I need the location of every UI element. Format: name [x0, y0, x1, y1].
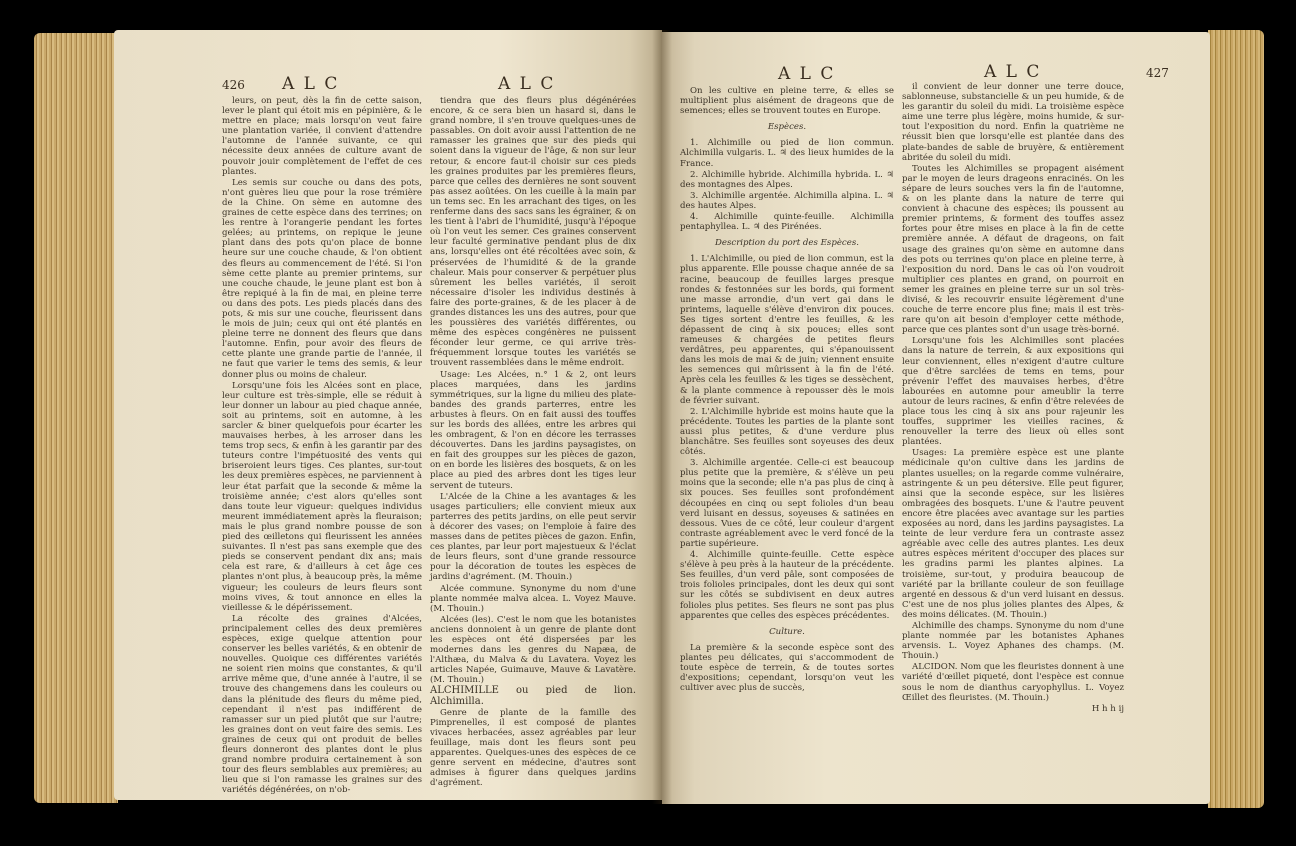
left-page-column-1 [222, 96, 422, 796]
paragraph: 1. L'Alchimille, ou pied de lion commun, est la plus apparente. Elle pousse chaque année de sa racine, beaucoup de feuilles larges presque rondes & festonnées sur les bords, qui forment une masse arrondie, d'un vert gai dans le printems, laquelle s'élève d'environ dix pouces. Ses tiges sortent d'entre les feuilles, & les dépassent de cinq à six pouces; elles sont rameuses & chargées de petites fleurs verdâtres, peu apparentes, qui s'épanouissent dans les mois de mai & de juin; viennent ensuite les semences qui mûrissent à la fin de l'été. Après cela les feuilles & les tiges se dessèchent, & la plante commence à repousser dès le mois de février suivant. [680, 254, 894, 406]
paragraph: Les semis sur couche ou dans des pots, n'ont guères lieu que pour la rose trémière de la Chine. On sème en automne des graines de cette espèce dans des terrines; on les rentre à l'orangerie pendant les fortes gelées; au printems, on repique le jeune plant dans des pots qu'on place de bonne heure sur une couche chaude, & l'on obtient des fleurs au commencement de l'été. Si l'on sème cette plante au premier printems, sur une couche chaude, le jeune plant est bon à être repiqué à la fin de mai, en pleine terre ou dans des pots. Les pieds placés dans des pots, & mis sur une couche, fleurissent dans le mois de juin; ceux qui ont été plantés en pleine terre ne donnent des fleurs que dans l'automne. Enfin, pour avoir des fleurs de cette plante une grande partie de l'année, il ne faut que varier le tems des semis, & leur donner plus ou moins de chaleur. [222, 177, 422, 380]
paragraph: On les cultive en pleine terre, & elles se multiplient plus aisément de drageons que de semences; elles se trouvent toutes en Europe. [680, 86, 894, 117]
left-header-left: A L C [282, 74, 340, 94]
left-page-column-2 [430, 96, 636, 789]
entry-heading-alchimille: ALCHIMILLE ou pied de lion. Alchimilla. [430, 685, 636, 707]
paragraph: 4. Alchimille quinte-feuille. Cette espèce s'élève à peu près à la hauteur de la précédente. Ses feuilles, d'un verd pâle, sont composées de trois folioles principales, dont les deux qui sont sur les côtés se subdivisent en deux autres folioles plus petites. Ses fleurs ne sont pas plus apparentes que celles des espèces précédentes. [680, 550, 894, 621]
paragraph: Alchimille des champs. Synonyme du nom d'une plante nommée par les botanistes Aphanes arvensis. L. Voyez Aphanes des champs. (M. Thouin.) [902, 620, 1124, 662]
right-page-column-1 [680, 86, 894, 694]
left-page-edges [34, 33, 118, 803]
paragraph: Usage: Les Alcées, n.° 1 & 2, ont leurs places marquées, dans les jardins symmétriques, sur la ligne du milieu des plate-bandes des grands parterres, entre les arbustes à fleurs. On en fait aussi des touffes sur les bords des allées, entre les arbres qui les ombragent, & l'on en décore les terrasses découvertes. Dans les jardins paysagistes, on en fait des grouppes sur les pièces de gazon, on en borde les lisières des bosquets, & on les place au pied des arbres dont les tiges leur servent de tuteurs. [430, 369, 636, 491]
paragraph: Toutes les Alchimilles se propagent aisément par le moyen de leurs drageons enracinés. On les sépare de leurs souches vers la fin de l'automne, & on les plante dans la nature de terre qui convient à chacune des espèces; ils poussent au premier printems, & forment des touffes assez fortes pour être mises en place à la fin de cette première année. A défaut de drageons, on fait usage des graines qu'on sème en automne dans des pots ou terrines qu'on place en pleine terre, à l'exposition du nord. Dans le cas où l'on voudroit multiplier ces plantes en grand, on pourroit en semer les graines en pleine terre sur un sol très-divisé, & les recouvrir ensuite légèrement d'une couche de terre encore plus fine; mais il est très-rare qu'on ait besoin d'employer cette méthode, parce que ces plantes sont d'un usage très-borné. [902, 163, 1124, 336]
paragraph: Alcées (les). C'est le nom que les botanistes anciens donnoient à un genre de plante dont les espèces ont été dispersées par les modernes dans les genres du Napæa, de l'Althæa, du Malva & du Lavatera. Voyez les articles Napée, Guimauve, Mauve & Lavatère. (M. Thouin.) [430, 614, 636, 686]
section-heading-culture: Culture. [769, 626, 805, 637]
right-page-edges [1208, 30, 1264, 808]
right-header-right: A L C [984, 62, 1042, 82]
paragraph: Usages: La première espèce est une plante médicinale qu'on cultive dans les jardins de plantes usuelles; on la regarde comme vulnéraire, astringente & un peu détersive. Elle peut figurer, ainsi que la seconde espèce, sur les lisières ombragées des bosquets. L'une & l'autre peuvent encore être placées avec avantage sur les parties exposées au nord, dans les jardins paysagistes. La teinte de leur verdure fera un contraste assez agréable avec celle des autres plantes. Les deux autres espèces méritent d'occuper des places sur les gradins parmi les plantes alpines. La troisième, sur-tout, y produira beaucoup de variété par la brillante couleur de son feuillage argenté en dessous & d'un verd luisant en dessus. C'est une de nos plus jolies plantes des Alpes, & des moins délicates. (M. Thouin.) [902, 448, 1124, 620]
paragraph: Lorsqu'une fois les Alcées sont en place, leur culture est très-simple, elle se réduit à leur donner un labour au pied chaque année, soit au printems, soit en automne, à les sarcler & biner quelquefois pour écarter les mauvaises herbes, à les arroser dans les tems trop secs, & enfin à les garantir par des tuteurs contre l'impétuosité des vents qui briseroient leurs tiges. Ces plantes, sur-tout les deux premières espèces, ne parviennent à leur état parfait que la seconde & même la troisième année; c'est alors qu'elles sont dans toute leur vigueur: quelques individus meurent immédiatement après la fleuraison; mais le plus grand nombre pousse de son pied des œilletons qui fleurissent les années suivantes. Il n'est pas sans exemple que des pieds se conservent pendant dix ans; mais cela est rare, & d'ailleurs à cet âge ces plantes n'ont plus, à beaucoup près, la même vigueur; les couleurs de leurs fleurs sont moins vives, & tout annonce en elles la vieillesse & le dépérissement. [222, 380, 422, 613]
paragraph: 2. Alchimille hybride. Alchimilla hybrida. L. ♃ des montagnes des Alpes. [680, 169, 894, 190]
right-page-number: 427 [1146, 66, 1169, 80]
section-heading-description: Description du port des Espèces. [715, 238, 859, 249]
paragraph: Alcée commune. Synonyme du nom d'une plante nommée malva alcea. L. Voyez Mauve. (M. Thouin.) [430, 583, 636, 614]
paragraph: Genre de plante de la famille des Pimprenelles, il est composé de plantes vivaces herbacées, assez agréables par leur feuillage, mais dont les fleurs sont peu apparentes. Quelques-unes des espèces de ce genre servent en médecine, d'autres sont admises à figurer dans quelques jardins d'agrément. [430, 707, 636, 789]
left-page-number: 426 [222, 78, 245, 92]
right-page-column-2 [902, 82, 1124, 714]
paragraph: 3. Alchimille argentée. Alchimilla alpina. L. ♃ des hautes Alpes. [680, 190, 894, 211]
paragraph: 1. Alchimille ou pied de lion commun. Alchimilla vulgaris. L. ♃ des lieux humides de la France. [680, 138, 894, 169]
left-header-right: A L C [498, 74, 556, 94]
signature-mark: H h h ij [1091, 703, 1124, 714]
section-heading-especes: Espèces. [767, 122, 807, 133]
paragraph: 2. L'Alchimille hybride est moins haute que la précédente. Toutes les parties de la plante sont aussi plus petites, & d'une verdure plus blanchâtre. Ses feuilles sont soyeuses des deux côtés. [680, 406, 894, 458]
paragraph: tiendra que des fleurs plus dégénérées encore, & ce sera bien un hasard si, dans le grand nombre, il s'en trouve quelques-unes de passables. On doit avoir aussi l'attention de ne ramasser les graines que sur des pieds qui soient dans la vigueur de l'âge, & non sur leur retour, & encore faut-il choisir sur ces pieds les graines produites par les premières fleurs, parce que celles des dernières ne sont souvent pas assez aoûtées. On les cueille à la main par un tems sec. En les arrachant des tiges, on les renferme dans des sacs sans les égrainer, & on les tient à l'abri de l'humidité, jusqu'à l'époque où l'on veut les semer. Ces graines conservent leur faculté germinative pendant plus de dix ans, lorsqu'elles ont été récoltées avec soin, & préservées de l'humidité & de la grande chaleur. Mais pour conserver & perpétuer plus sûrement les belles variétés, il seroit nécessaire d'isoler les individus destinés à faire des porte-graines, & de les placer à de grandes distances les uns des autres, pour que les poussières des variétés différentes, ou même des espèces congénères ne puissent féconder leur germe, ce qui arrive très-fréquemment lorsque toutes les variétés se trouvent rassemblées dans le même endroit. [430, 96, 636, 369]
paragraph: La récolte des graines d'Alcées, principalement celles des deux premières espèces, exige quelque attention pour conserver les belles variétés, & en obtenir de nouvelles. Quoique ces différentes variétés ne soient rien moins que constantes, & qu'il arrive même que, d'une année à l'autre, il se trouve des changemens dans les couleurs ou dans la plénitude des fleurs du même pied, cependant il n'est pas indifférent de ramasser sur un pied plutôt que sur l'autre; les graines dont on veut faire des semis. Les graines de ceux qui ont produit de belles fleurs donneront des plantes dont le plus grand nombre produira certainement à son tour des fleurs semblables aux premières; au lieu que si l'on ramasse les graines sur des variétés dégénérées, on n'ob- [222, 613, 422, 796]
paragraph: ALCIDON. Nom que les fleuristes donnent à une variété d'œillet piqueté, dont l'espèce est connue sous le nom de dianthus caryophyllus. L. Voyez Œillet des fleuristes. (M. Thouin.) [902, 662, 1124, 703]
paragraph: 4. Alchimille quinte-feuille. Alchimilla pentaphyllea. L. ♃ des Pirénées. [680, 212, 894, 233]
right-header-left: A L C [778, 64, 836, 84]
paragraph: il convient de leur donner une terre douce, sablonneuse, substancielle & un peu humide, & de les garantir du soleil du midi. La troisième espèce aime une terre plus légère, moins humide, & sur-tout l'exposition du nord. Enfin la quatrième ne réussit bien que lorsqu'elle est plantée dans des plate-bandes de sable de bruyère, & entièrement abritée du soleil du midi. [902, 82, 1124, 163]
paragraph: 3. Alchimille argentée. Celle-ci est beaucoup plus petite que la première, & s'élève un peu moins que la seconde; elle n'a pas plus de cinq à six pouces. Ses feuilles sont profondément découpées en cinq ou sept folioles d'un beau verd luisant en dessus, soyeuses & satinées en dessous. Vues de ce côté, leur couleur d'argent contraste agréablement avec le verd foncé de la partie supérieure. [680, 458, 894, 549]
paragraph: leurs, on peut, dès la fin de cette saison, lever le plant qui étoit mis en pépinière, & le mettre en place; mais lorsqu'on veut faire une plantation variée, il convient d'attendre l'automne de l'année suivante, ce qui nécessite deux années de culture avant de pouvoir jouir complètement de l'effet de ces plantes. [222, 96, 422, 177]
paragraph: Lorsqu'une fois les Alchimilles sont placées dans la nature de terrein, & aux expositions qui leur conviennent, elles n'exigent d'autre culture que d'être sarclées de tems en tems, pour prévenir l'effet des mauvaises herbes, d'être labourées en automne pour ameublir la terre autour de leurs racines, & enfin d'être relevées de place tous les cinq à six ans pour rajeunir les touffes, supprimer les vieilles racines, & renouveller la terre des lieux où elles sont plantées. [902, 336, 1124, 448]
paragraph: L'Alcée de la Chine a les avantages & les usages particuliers; elle convient mieux aux parterres des petits jardins, on elle peut servir à décorer des vases; on l'emploie à faire des masses dans de petites pièces de gazon. Enfin, ces plantes, par leur port majestueux & l'éclat de leurs fleurs, sont d'une grande ressource pour la décoration de toutes les espèces de jardins d'agrément. (M. Thouin.) [430, 491, 636, 583]
paragraph: La première & la seconde espèce sont des plantes peu délicates, qui s'accommodent de toute espèce de terrein, & de toutes sortes d'expositions; cependant, lorsqu'on veut les cultiver avec plus de succès, [680, 642, 894, 694]
book-gutter [652, 30, 672, 804]
